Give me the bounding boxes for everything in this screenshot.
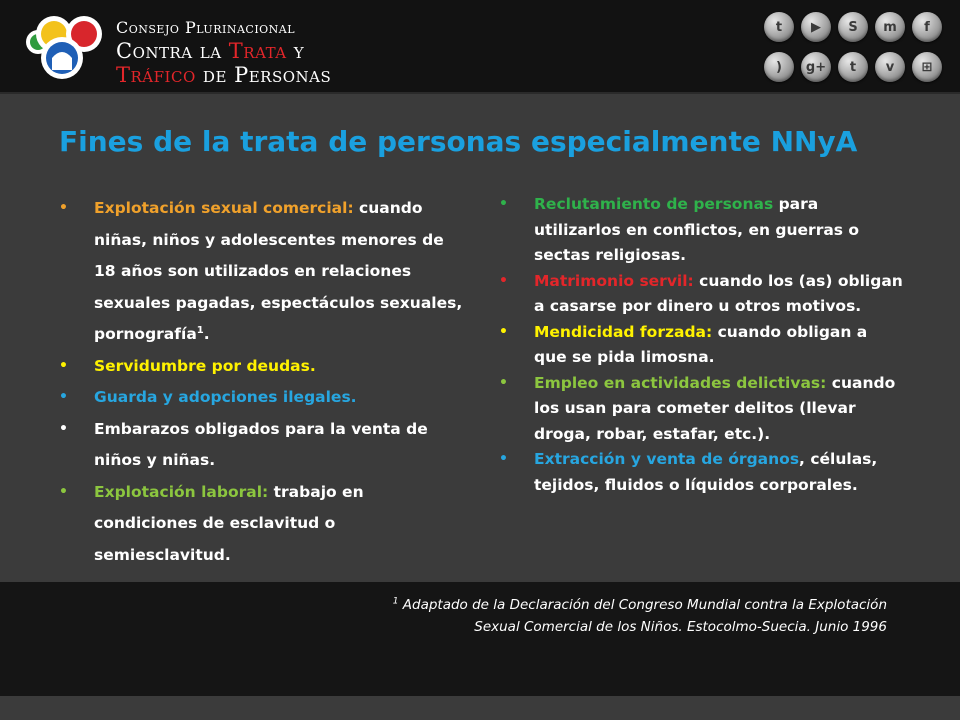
org-name-line1: Consejo Plurinacional [116,18,296,37]
header-bar [0,0,960,94]
item-label: Reclutamiento de personas [534,195,774,213]
footnote-marker: 1 [196,324,204,336]
skype-icon[interactable]: S [838,12,868,42]
footnote-number: 1 [392,596,399,607]
item-text: cuando niñas, niños y adolescentes menores de 18 años son utilizados en relaciones sexuales pagadas, espectáculos sexuales, pornografía [94,199,463,343]
org-name-line2 [116,39,331,63]
slide-title: Fines de la trata de personas especialmente NNyA [59,125,858,158]
facebook-icon[interactable]: f [912,12,942,42]
org-name-line2-highlight: Trata [228,39,287,63]
item-label: Empleo en actividades delictivas: [534,373,827,392]
list-item [59,351,464,383]
left-bullet-list [59,193,464,571]
org-name-line2-part1: Contra la [116,39,229,63]
org-name-line3 [116,63,331,87]
item-text: para utilizarlos en conflictos, en guerras o sectas religiosas. [534,195,860,264]
footnote-line1 [327,594,887,616]
logo-mark-icon [18,12,114,86]
item-label: Explotación laboral: [94,482,269,501]
item-text: , células, tejidos, fluidos o líquidos corporales. [534,450,878,494]
footnote [327,594,887,638]
item-text: cuando obligan a que se pida limosna. [534,322,868,366]
org-name-line3-highlight: Tráfico [116,63,196,87]
item-label: Extracción y venta de órganos [534,450,800,468]
youtube-icon[interactable]: ▶ [801,12,831,42]
list-item [499,269,904,320]
item-text: cuando los (as) obligan a casarse por dinero u otros motivos. [534,271,903,315]
footer-bar [0,582,960,696]
item-label: Mendicidad forzada: [534,322,713,341]
item-text: trabajo en condiciones de esclavitud o semiesclavitud. [94,482,364,564]
footnote-text-line1: Adaptado de la Declaración del Congreso Mundial contra la Explotación [398,597,887,613]
list-item [499,371,904,448]
list-item [59,477,464,572]
item-text-end: . [203,325,210,343]
vimeo-icon[interactable]: v [875,52,905,82]
myspace-icon[interactable]: m [875,12,905,42]
list-item [499,447,904,498]
list-item [59,193,464,351]
list-item [59,382,464,414]
social-media-buttons [764,12,942,84]
right-bullet-list [499,192,904,498]
organization-name [116,16,331,87]
item-label: Matrimonio servil: [534,271,694,290]
org-name-line3-part2: de Personas [195,63,332,87]
windows-icon[interactable]: ⊞ [912,52,942,82]
google-plus-icon[interactable]: g+ [801,52,831,82]
list-item [499,320,904,371]
twitter-icon[interactable]: t [764,12,794,42]
left-column [59,193,464,571]
item-text: Embarazos obligados para la venta de niños y niñas. [94,419,428,469]
rss-icon[interactable]: ) [764,52,794,82]
footnote-line2: Sexual Comercial de los Niños. Estocolmo-Suecia. Junio 1996 [474,619,887,635]
list-item [499,192,904,269]
item-label: Explotación sexual comercial: [94,199,354,217]
item-label: Servidumbre por deudas. [94,356,316,375]
right-column [499,192,904,498]
organization-logo [18,10,332,87]
org-name-line2-part3: y [286,39,305,63]
list-item [59,414,464,477]
item-text: cuando los usan para cometer delitos (llevar droga, robar, estafar, etc.). [534,373,896,443]
tumblr-icon[interactable]: t [838,52,868,82]
item-label: Guarda y adopciones ilegales. [94,388,357,406]
